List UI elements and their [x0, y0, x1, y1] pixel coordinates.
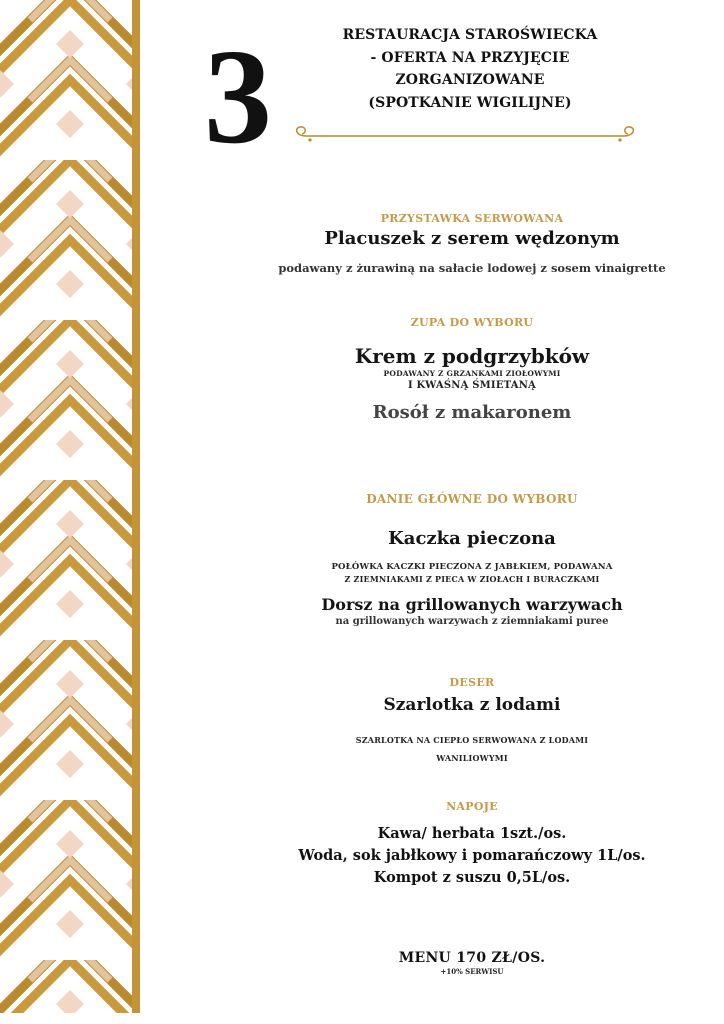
dish-name: Rosół z makaronem	[372, 402, 572, 423]
dish-description: WANILIOWYMI	[436, 753, 508, 763]
title-line: - OFERTA NA PRZYJĘCIE	[370, 49, 570, 66]
section-title-dessert: DESER	[449, 676, 495, 689]
dish-description: PODAWANY Z GRZANKAMI ZIOŁOWYMI	[383, 369, 561, 378]
drink-item: Woda, sok jabłkowy i pomarańczowy 1L/os.	[298, 847, 646, 864]
drink-item: Kawa/ herbata 1szt./os.	[377, 825, 567, 842]
dish-description: Z ZIEMNIAKAMI Z PIECA W ZIOŁACH I BURACZKAMI	[344, 574, 600, 584]
title-line: (SPOTKANIE WIGILIJNE)	[368, 94, 572, 111]
dish-name: Dorsz na grillowanych warzywach	[321, 595, 623, 614]
ornament-divider	[290, 124, 640, 150]
menu-number: 3	[204, 22, 272, 172]
dish-description: podawany z żurawiną na sałacie lodowej z sosem vinaigrette	[278, 261, 666, 275]
dish-description: POŁÓWKA KACZKI PIECZONA Z JABŁKIEM, PODAWANA	[331, 562, 613, 572]
title-line: ZORGANIZOWANE	[395, 72, 545, 88]
dish-name: Krem z podgrzybków	[354, 344, 590, 368]
dish-name: Kaczka pieczona	[388, 528, 556, 549]
menu-price: MENU 170 ZŁ/OS.	[398, 950, 546, 966]
page-title	[320, 24, 620, 114]
section-title-starter: PRZYSTAWKA SERWOWANA	[380, 212, 564, 225]
dish-description: I KWAŚNĄ ŚMIETANĄ	[408, 380, 536, 391]
drink-item: Kompot z suszu 0,5L/os.	[373, 869, 571, 886]
dish-description: SZARLOTKA NA CIEPŁO SERWOWANA Z LODAMI	[355, 735, 589, 745]
section-title-drinks: NAPOJE	[446, 800, 498, 813]
section-title-soup: ZUPA DO WYBORU	[410, 316, 534, 329]
dish-description: na grillowanych warzywach z ziemniakami puree	[335, 616, 609, 627]
dish-name: Placuszek z serem wędzonym	[324, 228, 620, 249]
dish-name: Szarlotka z lodami	[383, 695, 561, 715]
decorative-chevron-pattern	[0, 0, 140, 1013]
title-line: RESTAURACJA STAROŚWIECKA	[342, 27, 598, 43]
section-title-main: DANIE GŁÓWNE DO WYBORU	[366, 492, 578, 506]
service-charge: +10% SERWISU	[440, 967, 504, 976]
